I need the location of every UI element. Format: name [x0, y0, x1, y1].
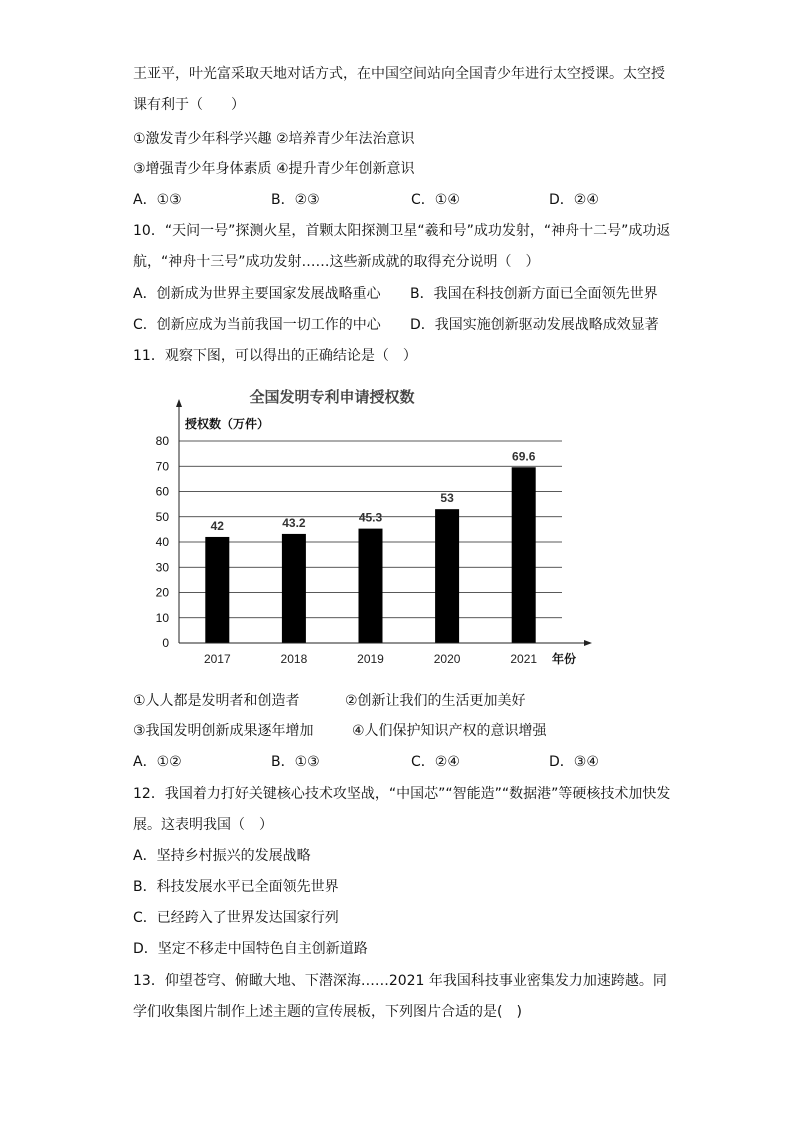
- x-tick-label: 2021: [510, 652, 538, 666]
- y-tick-label: 50: [155, 509, 169, 524]
- bar-value-label: 45.3: [358, 510, 383, 525]
- q11-stem: 11．观察下图，可以得出的正确结论是（ ）: [133, 348, 417, 364]
- q9-option-d: D．②④: [549, 192, 599, 208]
- q12-option-d: D．坚定不移走中国特色自主创新道路: [133, 941, 368, 957]
- bar-2021: [512, 467, 536, 643]
- q10-option-a: A．创新成为世界主要国家发展战略重心: [133, 286, 381, 302]
- q9-statements-1: ①激发青少年科学兴趣 ②培养青少年法治意识: [133, 131, 415, 147]
- y-tick-label: 60: [155, 484, 169, 499]
- y-axis-label: 授权数（万件）: [185, 417, 270, 431]
- bar-2018: [282, 534, 306, 643]
- bar-2019: [359, 529, 383, 643]
- bar-value-label: 69.6: [512, 449, 536, 464]
- bar-value-label: 43.2: [282, 515, 306, 530]
- y-tick-label: 10: [155, 610, 169, 625]
- y-tick-label: 70: [155, 459, 169, 474]
- q11-statement-2: ②创新让我们的生活更加美好: [345, 693, 526, 709]
- patent-bar-chart: [132, 378, 602, 680]
- q11-statement-3: ③我国发明创新成果逐年增加: [133, 723, 314, 739]
- q9-option-c: C．①④: [411, 192, 460, 208]
- x-tick-label: 2018: [280, 652, 308, 666]
- chart-title: 全国发明专利申请授权数: [249, 389, 415, 406]
- q13-stem-line-1: 13．仰望苍穹、俯瞰大地、下潜深海……2021 年我国科技事业密集发力加速跨越。同: [133, 973, 667, 989]
- q9-stem-line-1: 王亚平，叶光富采取天地对话方式，在中国空间站向全国青少年进行太空授课。太空授: [133, 66, 665, 82]
- q9-option-b: B．②③: [271, 192, 320, 208]
- q12-option-b: B．科技发展水平已全面领先世界: [133, 879, 339, 895]
- y-tick-label: 20: [155, 585, 169, 600]
- bar-2020: [435, 509, 459, 643]
- q12-option-c: C．已经跨入了世界发达国家行列: [133, 910, 339, 926]
- x-tick-label: 2019: [357, 652, 384, 666]
- y-tick-label: 40: [155, 535, 169, 549]
- q12-stem-line-2: 展。这表明我国（ ）: [133, 817, 273, 833]
- x-tick-label: 2017: [203, 652, 231, 666]
- q10-stem-line-2: 航，“神舟十三号”成功发射……这些新成就的取得充分说明（ ）: [133, 254, 540, 270]
- q11-option-c: C．②④: [411, 754, 460, 770]
- q12-stem-line-1: 12．我国着力打好关键核心技术攻坚战，“中国芯”“智能造”“数据港”等硬核技术加快发: [133, 786, 671, 802]
- x-axis-label: 年份: [552, 652, 577, 666]
- y-tick-label: 80: [155, 434, 169, 448]
- bar-2017: [205, 537, 229, 643]
- y-tick-label: 30: [155, 560, 169, 575]
- q11-statement-1: ①人人都是发明者和创造者: [133, 693, 300, 709]
- q13-stem-line-2: 学们收集图片制作上述主题的宣传展板，下列图片合适的是( ): [133, 1004, 522, 1020]
- x-axis-arrow: [584, 640, 592, 646]
- q10-option-b: B．我国在科技创新方面已全面领先世界: [410, 286, 658, 302]
- q10-option-c: C．创新应成为当前我国一切工作的中心: [133, 317, 381, 333]
- q9-stem-line-2: 课有利于（ ）: [133, 97, 245, 113]
- q10-option-d: D．我国实施创新驱动发展战略成效显著: [410, 317, 659, 333]
- x-tick-label: 2020: [433, 652, 461, 666]
- chart-bars: [205, 467, 535, 643]
- bar-value-label: 42: [210, 518, 224, 533]
- q11-option-d: D．③④: [549, 754, 599, 770]
- y-axis-arrow: [176, 399, 182, 407]
- q9-statements-2: ③增强青少年身体素质 ④提升青少年创新意识: [133, 161, 415, 177]
- q10-stem-line-1: 10．“天问一号”探测火星，首颗太阳探测卫星“羲和号”成功发射，“神舟十二号”成功返: [133, 223, 671, 239]
- q11-option-b: B．①③: [271, 754, 320, 770]
- y-tick-label: 0: [162, 636, 169, 650]
- q12-option-a: A．坚持乡村振兴的发展战略: [133, 848, 311, 864]
- q11-option-a: A．①②: [133, 754, 182, 770]
- bar-value-label: 53: [440, 491, 454, 506]
- q11-statement-4: ④人们保护知识产权的意识增强: [352, 723, 547, 739]
- q9-option-a: A．①③: [133, 192, 182, 208]
